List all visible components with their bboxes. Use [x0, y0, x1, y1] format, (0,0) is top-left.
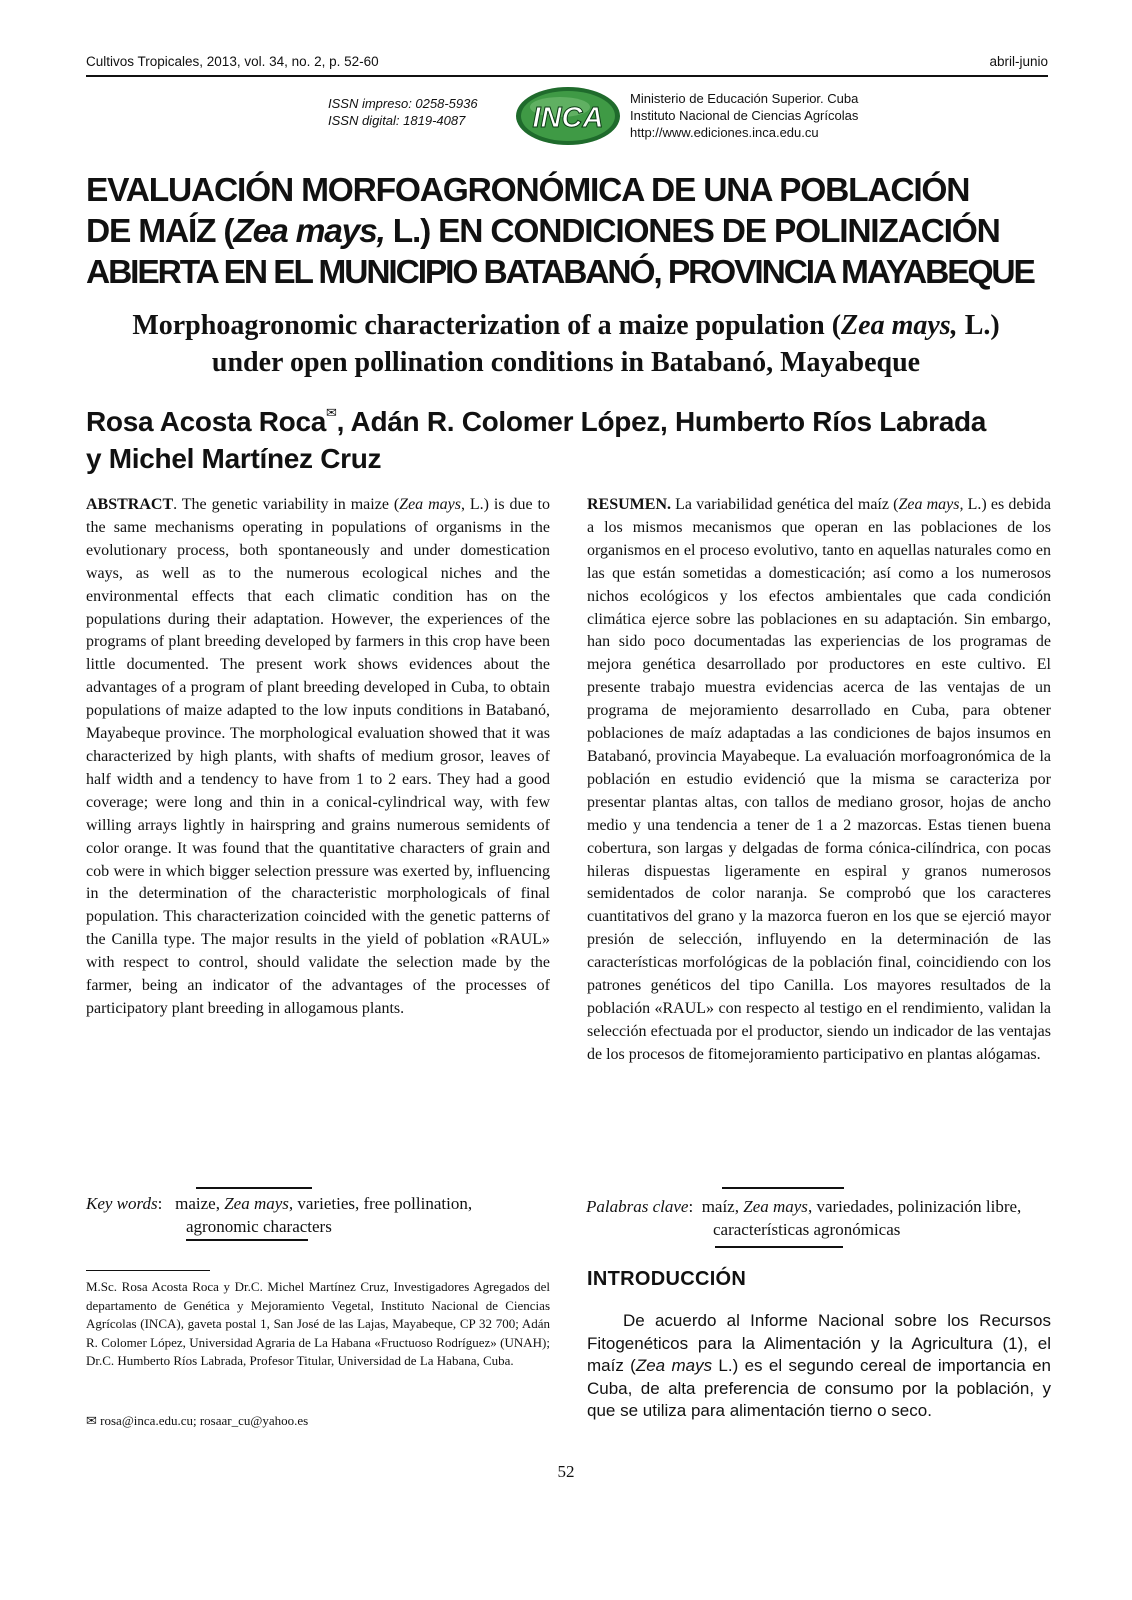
issn-digital: ISSN digital: 1819-4087 [328, 113, 466, 128]
resumen-text-2: L.) es debida a los mismos mecanismos que operan en las poblaciones de los organismos en el proceso evolutivo, tanto en aquellas naturales como en las que están sometidas a domesticación; así como a los numerosos nichos ecológicos y los efectos ambientales que cada condición climática ejerce sobre las poblaciones en su adaptación. Sin embargo, han sido poco documentadas las experiencias de los programas de mejora genética desarrollado por productores en este cultivo. El presente trabajo muestra evidencias acerca de las ventajas de un programa de mejoramiento desarrollado en Cuba, para obtener poblaciones de maíz adaptadas a las condiciones de bajos insumos en Batabanó, provincia Mayabeque. La evaluación morfoagronómica de la población en estudio evidenció que la misma se caracteriza por presentar plantas altas, con tallos de mediano grosor, hojas de ancho medio y una tendencia a tener de 1 a 2 mazorcas. Estas tienen buena cobertura, son largas y delgadas de forma cónica-cilíndrica, con pocas hileras dispuestas ligeramente en espiral y granos numerosos semidentados de color naranja. Se comprobó que los caracteres cuantitativos del grano y la mazorca fueron en los que se ejerció mayor presión de selección, influyendo en la determinación de las características morfológicas de la población final, coincidiendo con los patrones genéticos del tipo Canilla. Los mayores resultados de la población «RAUL» con respecto al testigo en el rendimiento, validan la selección efectuada por el productor, siendo un indicador de las ventajas de los procesos de fitomejoramiento participativo en plantas alógamas. [587, 496, 1051, 1063]
authors-line-2: y Michel Martínez Cruz [86, 443, 382, 474]
publisher-block [630, 90, 858, 141]
title-english [60, 307, 1072, 381]
journal-citation: Cultivos Tropicales, 2013, vol. 34, no. 2, p. 52-60 [86, 54, 379, 69]
issn-block [328, 95, 478, 129]
keywords-es-text-2: , variedades, polinización libre, [807, 1197, 1022, 1216]
keywords-es-species: Zea mays [743, 1197, 808, 1216]
introduction-paragraph [587, 1310, 1051, 1423]
authors-rest: , Adán R. Colomer López, Humberto Ríos Labrada [336, 406, 987, 437]
issue-period: abril-junio [989, 54, 1048, 69]
footnote-affiliations: M.Sc. Rosa Acosta Roca y Dr.C. Michel Martínez Cruz, Investigadores Agregados del departamento de Genética y Mejoramiento Vegetal, Instituto Nacional de Ciencias Agrícolas (INCA), gaveta postal 1, San José de las Lajas, Mayabeque, CP 32 700; Adán R. Colomer López, Universidad Agraria de La Habana «Fructuoso Rodríguez» (UNAH); Dr.C. Humberto Ríos Labrada, Profesor Titular, Universidad de La Habana, Cuba. [86, 1279, 550, 1369]
keywords-es [586, 1195, 1056, 1241]
title-es-line-2 [86, 211, 1066, 252]
issn-print: ISSN impreso: 0258-5936 [328, 96, 478, 111]
footnote-email-line [86, 1413, 308, 1429]
authors [86, 394, 1066, 477]
envelope-icon: ✉ [326, 405, 337, 420]
keywords-en-rule-top [196, 1187, 312, 1189]
keywords-en-rule-bottom [186, 1239, 308, 1241]
title-en-line-2: under open pollination conditions in Batabanó, Mayabeque [211, 347, 921, 378]
inca-logo [514, 85, 622, 147]
title-spanish [86, 170, 1066, 293]
title-es-line-1: EVALUACIÓN MORFOAGRONÓMICA DE UNA POBLACIÓN [86, 172, 970, 209]
keywords-en-line-1: Key words: maize, Zea mays, varieties, free pollination, [86, 1194, 473, 1213]
intro-text-1: De acuerdo al Informe Nacional sobre los Recursos Fitogenéticos para la Alimentación y la Agricultura (1), el maíz ( [587, 1311, 1051, 1375]
page-number: 52 [557, 1462, 575, 1481]
abstract-en [86, 494, 550, 1021]
keywords-en-text-1: maize, [175, 1194, 225, 1213]
authors-line-1 [86, 394, 1066, 440]
running-header [86, 54, 1048, 74]
envelope-icon: ✉ [86, 1413, 97, 1428]
resumen-label: RESUMEN. [587, 496, 672, 513]
abstract-text-1: . The genetic variability in maize ( [173, 496, 400, 513]
keywords-en-text-2: , varieties, free pollination, [288, 1194, 473, 1213]
publisher-url[interactable]: http://www.ediciones.inca.edu.cu [630, 125, 819, 140]
abstract-text-2: , L.) is due to the same mechanisms operating in populations of organisms in the evolutionary process, both spontaneously and under domestication ways, as well as to the numerous ecological niches and the environmental effects that each climatic condition has on the populations during their adaptation. However, the experiences of the programs of plant breeding developed by farmers in this crop have been little documented. The present work shows evidences about the advantages of a program of plant breeding developed in Cuba, to obtain populations of maize adapted to the low inputs conditions in Batabanó, Mayabeque province. The morphological evaluation showed that it was characterized by high plants, with shafts of medium grosor, leaves of half width and a tendency to have from 1 to 2 ears. They had a good coverage; were long and thin in a conical-cylindrical way, with few willing arrays lightly in hairspring and grains numerous semidents of color orange. It was found that the quantitative characters of grain and cob were in which bigger selection pressure was exerted by, influencing in the determination of the characteristic morphologicals of final population. This characterization coincided with the genetic patterns of the Canilla type. The major results in the yield of poblation «RAUL» with respect to control, should validate the selection made by the farmer, being an indicator of the advantages of the processes of participatory plant breeding in allogamous plants. [86, 496, 550, 1017]
intro-text-2: L.) es el segundo cereal de importancia en Cuba, de alta preferencia de consumo por la población, y que se utiliza para alimentación tierno o seco. [587, 1356, 1051, 1420]
title-es-line-2-post: L.) EN CONDICIONES DE POLINIZACIÓN [384, 213, 1000, 250]
title-en-line-1 [60, 307, 1072, 344]
footnote [86, 1278, 550, 1371]
abstract-species: Zea mays [399, 496, 461, 513]
section-heading-introduction: INTRODUCCIÓN [587, 1268, 747, 1290]
keywords-en-line-2: agronomic characters [186, 1217, 332, 1236]
keywords-es-line-2: características agronómicas [713, 1220, 901, 1239]
title-es-line-2-pre: DE MAÍZ ( [86, 213, 234, 250]
author-corresponding: Rosa Acosta Roca [86, 406, 327, 437]
abstract-es [587, 494, 1051, 1067]
publisher-ministry: Ministerio de Educación Superior. Cuba [630, 91, 859, 106]
abstract-label: ABSTRACT [86, 496, 174, 513]
title-es-species: Zea mays, [233, 213, 385, 250]
keywords-es-rule-bottom [715, 1246, 843, 1248]
title-en-species: Zea mays, [841, 310, 958, 341]
footnote-emails[interactable]: rosa@inca.edu.cu; rosaar_cu@yahoo.es [100, 1413, 309, 1428]
keywords-en-label: Key words [86, 1194, 158, 1213]
title-en-line-1-post: L.) [957, 310, 1000, 341]
header-rule [86, 75, 1048, 77]
keywords-en [86, 1192, 556, 1238]
keywords-es-rule-top [722, 1187, 844, 1189]
keywords-es-label: Palabras clave [586, 1197, 689, 1216]
footnote-rule [86, 1270, 210, 1271]
publisher-institute: Instituto Nacional de Ciencias Agrícolas [630, 108, 859, 123]
keywords-es-line-1: Palabras clave: maíz, Zea mays, variedades, polinización libre, [586, 1197, 1022, 1216]
resumen-text-1: La variabilidad genética del maíz ( [671, 496, 899, 513]
keywords-en-species: Zea mays [224, 1194, 289, 1213]
title-es-line-3: ABIERTA EN EL MUNICIPIO BATABANÓ, PROVINCIA MAYABEQUE [86, 254, 1034, 291]
intro-species: Zea mays [635, 1356, 713, 1375]
logo-text: INCA [532, 102, 604, 134]
title-en-line-1-pre: Morphoagronomic characterization of a maize population ( [132, 310, 842, 341]
keywords-es-text-1: maíz, [701, 1197, 744, 1216]
resumen-species: Zea mays, [898, 496, 964, 513]
